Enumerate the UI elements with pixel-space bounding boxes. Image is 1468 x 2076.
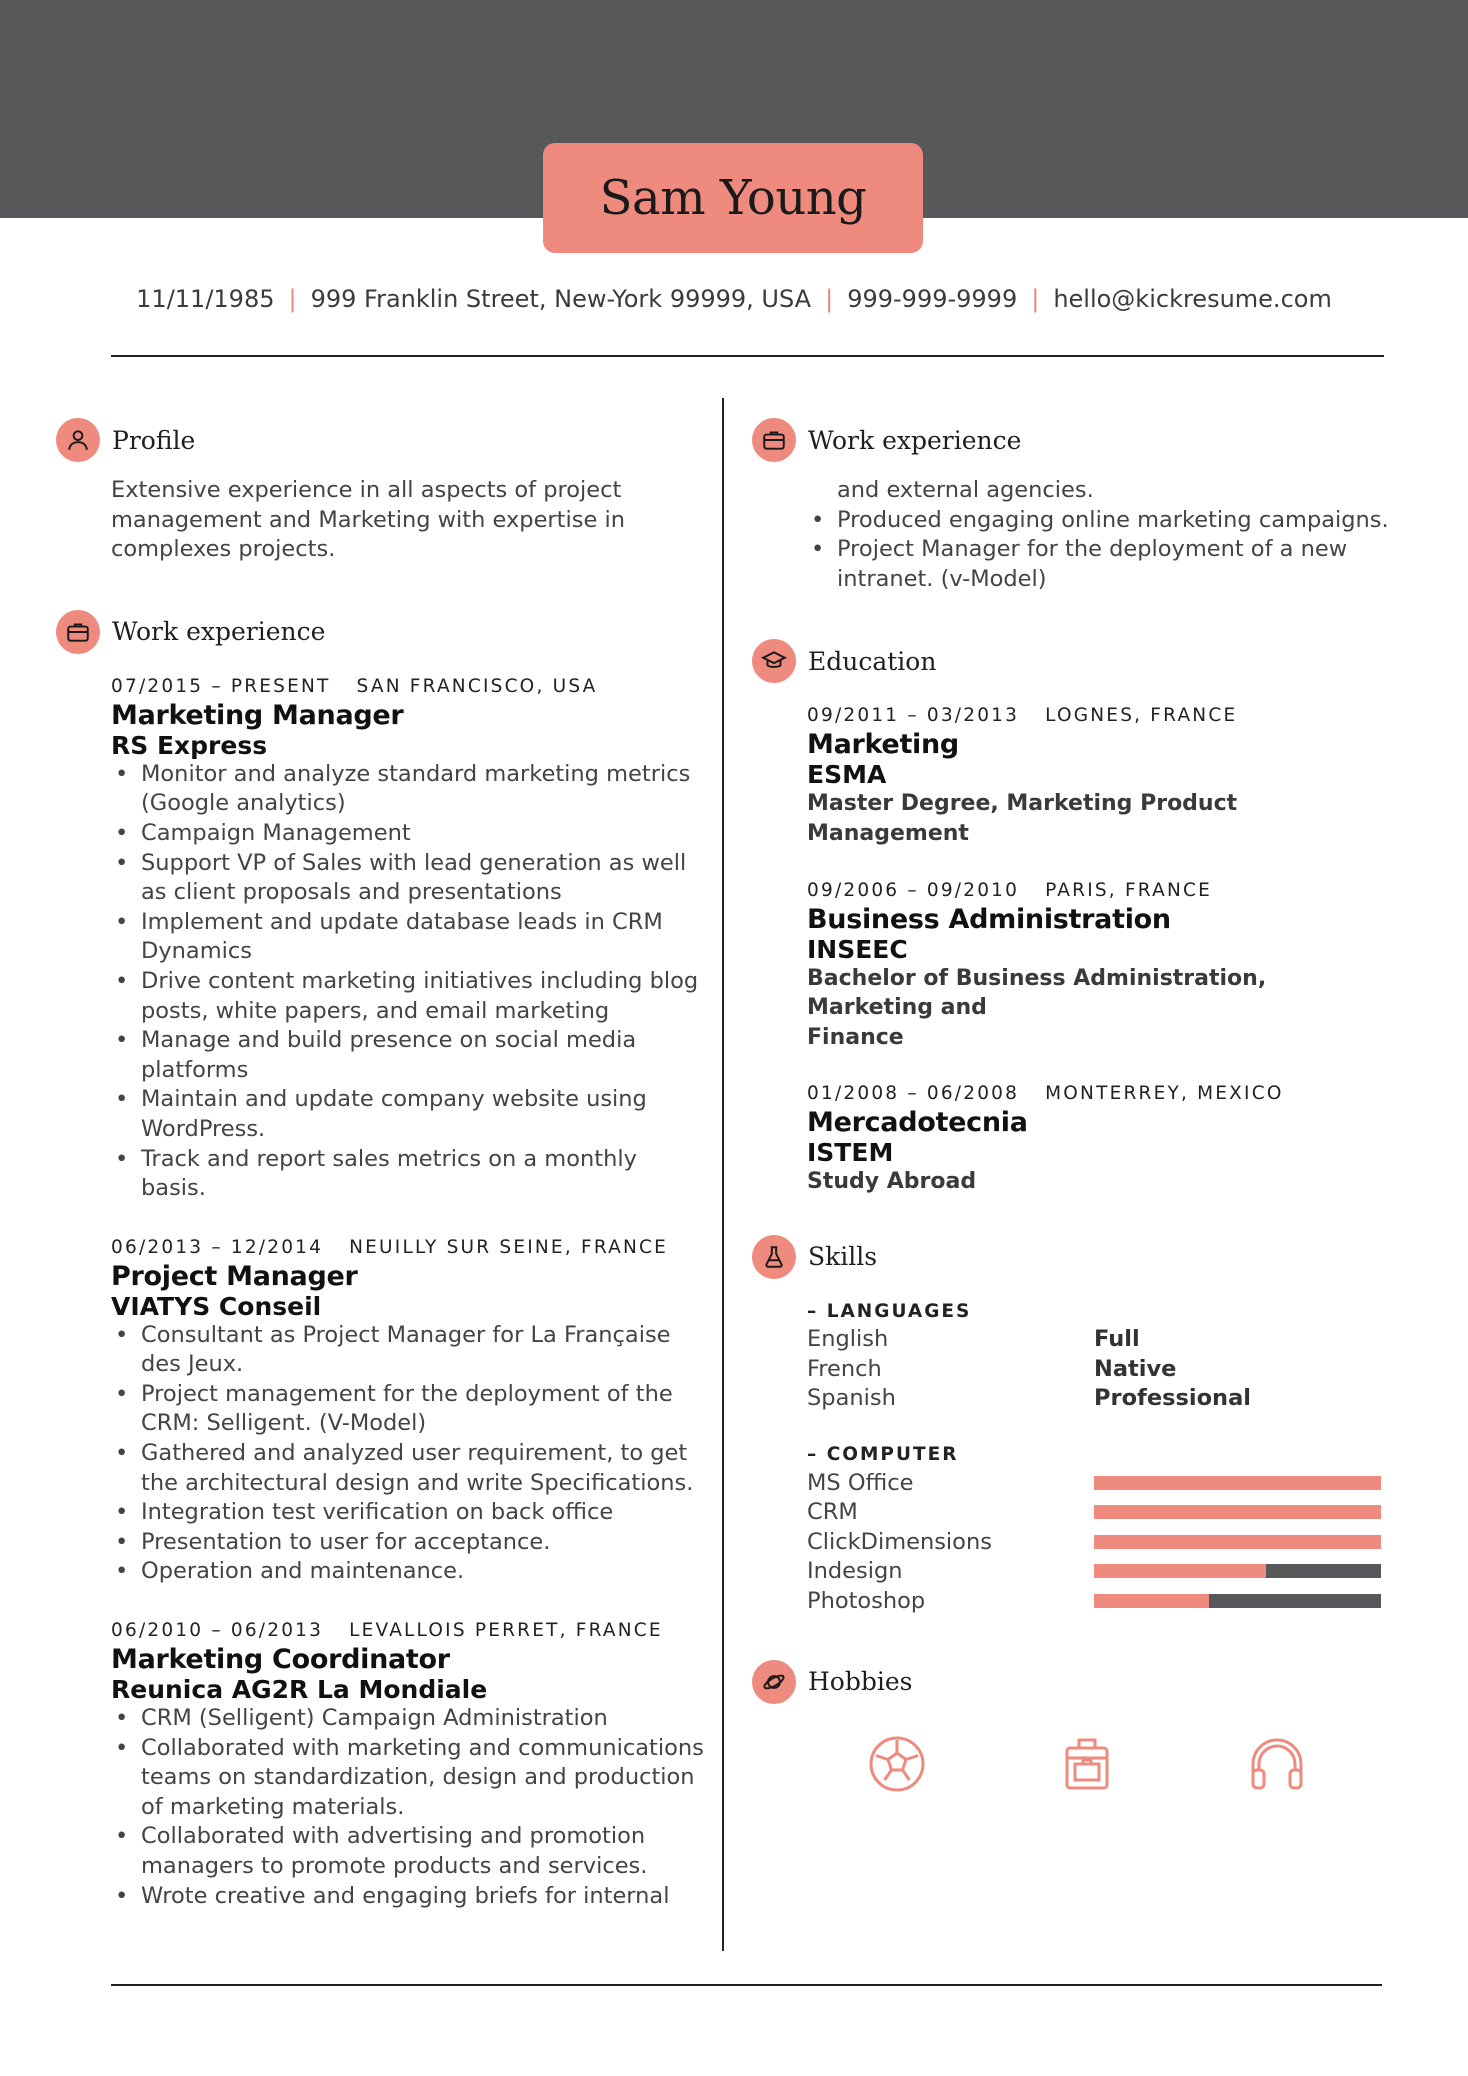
education-school: ESMA bbox=[807, 760, 887, 790]
education-field: Marketing bbox=[807, 729, 959, 761]
list-item: • Collaborated with marketing and communications bbox=[111, 1734, 706, 1764]
list-item: • Manage and build presence on social media bbox=[111, 1026, 706, 1056]
job-title: Marketing Coordinator bbox=[111, 1644, 450, 1676]
work-continued-header bbox=[752, 418, 1392, 462]
top-divider bbox=[111, 355, 1384, 357]
work-title: Work experience bbox=[112, 617, 326, 647]
education-dates: 01/2008 – 06/2008 bbox=[807, 1083, 1020, 1105]
briefcase-icon bbox=[752, 418, 796, 462]
education-meta bbox=[807, 703, 1392, 729]
list-item: as client proposals and presentations bbox=[141, 879, 562, 906]
education-meta bbox=[807, 1081, 1392, 1107]
contact-address: 999 Franklin Street, New-York 99999, USA bbox=[310, 285, 812, 313]
computer-skill-name: ClickDimensions bbox=[807, 1528, 992, 1555]
work-continued-title: Work experience bbox=[808, 425, 1022, 455]
list-item: • Campaign Management bbox=[111, 819, 706, 849]
computer-skill-row bbox=[807, 1497, 1392, 1527]
skill-level-fill bbox=[1094, 1535, 1381, 1549]
education-field: Mercadotecnia bbox=[807, 1107, 1028, 1139]
education-degree: Finance bbox=[807, 1024, 904, 1050]
job-bullets bbox=[111, 1704, 706, 1911]
language-name: English bbox=[807, 1325, 889, 1352]
name-plate bbox=[543, 143, 923, 253]
language-name: Spanish bbox=[807, 1385, 896, 1412]
skill-level-bar bbox=[1094, 1476, 1381, 1490]
candidate-name: Sam Young bbox=[599, 170, 867, 226]
headphones-icon bbox=[1247, 1734, 1307, 1794]
list-item: managers to promote products and services. bbox=[141, 1853, 648, 1879]
job-location: LEVALLOIS PERRET, FRANCE bbox=[349, 1620, 663, 1642]
computer-skill-row bbox=[807, 1586, 1392, 1616]
contact-dob: 11/11/1985 bbox=[136, 285, 275, 313]
list-item: • Support VP of Sales with lead generation as well bbox=[111, 849, 706, 879]
list-item: • Collaborated with advertising and promotion bbox=[111, 1822, 706, 1852]
list-item: • Presentation to user for acceptance. bbox=[111, 1528, 706, 1558]
language-level: Professional bbox=[1094, 1385, 1251, 1412]
computer-label: – COMPUTER bbox=[807, 1443, 959, 1465]
work-section-header bbox=[56, 610, 706, 654]
list-item: • Gathered and analyzed user requirement, to get bbox=[111, 1439, 706, 1469]
language-name: French bbox=[807, 1355, 882, 1382]
skills-body bbox=[807, 1299, 1392, 1616]
computer-skills-list bbox=[807, 1468, 1392, 1616]
contact-separator: | bbox=[288, 285, 297, 313]
list-item: • Project Manager for the deployment of a new bbox=[807, 535, 1392, 565]
planet-icon bbox=[752, 1660, 796, 1704]
list-item: • Produced engaging online marketing campaigns. bbox=[807, 506, 1392, 536]
list-item: basis. bbox=[141, 1175, 206, 1202]
list-item: • CRM (Selligent) Campaign Administration bbox=[111, 1704, 706, 1734]
education-field: Business Administration bbox=[807, 903, 1171, 935]
backpack-icon bbox=[1057, 1734, 1117, 1794]
job-entry bbox=[111, 1235, 706, 1587]
job-entry bbox=[111, 1618, 706, 1911]
bottom-divider bbox=[111, 1984, 1382, 1986]
list-item: of marketing materials. bbox=[141, 1793, 405, 1820]
list-item: WordPress. bbox=[141, 1115, 266, 1142]
graduation-cap-icon bbox=[752, 639, 796, 683]
list-item: • Drive content marketing initiatives including blog bbox=[111, 967, 706, 997]
education-list bbox=[807, 703, 1392, 1197]
job-title: Marketing Manager bbox=[111, 699, 404, 731]
skill-level-bar bbox=[1094, 1564, 1381, 1578]
list-item: Dynamics bbox=[141, 938, 252, 965]
skills-title: Skills bbox=[808, 1242, 878, 1272]
education-dates: 09/2006 – 09/2010 bbox=[807, 879, 1020, 901]
work-continued-list bbox=[807, 476, 1392, 594]
education-school: INSEEC bbox=[807, 934, 908, 964]
list-item: • Monitor and analyze standard marketing metrics bbox=[111, 760, 706, 790]
skill-level-fill bbox=[1094, 1594, 1209, 1608]
education-degree: Master Degree, Marketing Product Management bbox=[807, 791, 1238, 846]
job-meta bbox=[111, 1235, 706, 1261]
computer-skill-name: Indesign bbox=[807, 1558, 903, 1585]
education-entry bbox=[807, 878, 1392, 1053]
computer-skill-row bbox=[807, 1527, 1392, 1557]
profile-line: management and Marketing with expertise in bbox=[111, 506, 625, 533]
education-meta bbox=[807, 878, 1392, 904]
job-dates: 06/2010 – 06/2013 bbox=[111, 1620, 324, 1642]
job-bullets bbox=[111, 1321, 706, 1587]
language-level: Native bbox=[1094, 1355, 1177, 1382]
list-item: des Jeux. bbox=[141, 1351, 244, 1378]
job-dates: 07/2015 – PRESENT bbox=[111, 675, 331, 697]
list-item: teams on standardization, design and production bbox=[141, 1764, 695, 1791]
language-row bbox=[807, 1355, 1392, 1385]
contact-phone: 999-999-9999 bbox=[847, 285, 1018, 313]
education-school: ISTEM bbox=[807, 1138, 894, 1168]
language-row bbox=[807, 1384, 1392, 1414]
contact-line bbox=[0, 285, 1468, 313]
skills-section-header bbox=[752, 1235, 1392, 1279]
language-row bbox=[807, 1325, 1392, 1355]
computer-skill-name: Photoshop bbox=[807, 1587, 926, 1614]
education-dates: 09/2011 – 03/2013 bbox=[807, 705, 1020, 727]
job-title: Project Manager bbox=[111, 1260, 358, 1292]
list-item: • Maintain and update company website using bbox=[111, 1085, 706, 1115]
education-degree: Bachelor of Business Administration, Marketing and bbox=[807, 965, 1267, 1021]
education-entry bbox=[807, 703, 1392, 848]
profile-title: Profile bbox=[112, 425, 196, 455]
profile-line: complexes projects. bbox=[111, 536, 336, 563]
computer-skill-row bbox=[807, 1468, 1392, 1498]
computer-skill-name: MS Office bbox=[807, 1469, 914, 1496]
work-list bbox=[111, 674, 706, 1911]
list-item: the architectural design and write Specifications. bbox=[141, 1469, 694, 1496]
skill-level-fill bbox=[1094, 1564, 1266, 1578]
flask-icon bbox=[752, 1235, 796, 1279]
list-item: • Consultant as Project Manager for La Française bbox=[111, 1321, 706, 1351]
profile-text bbox=[111, 476, 706, 565]
hobbies-icons bbox=[867, 1734, 1392, 1794]
person-icon bbox=[56, 418, 100, 462]
education-section-header bbox=[752, 639, 1392, 683]
contact-separator: | bbox=[1031, 285, 1040, 313]
job-location: SAN FRANCISCO, USA bbox=[356, 675, 598, 697]
contact-separator: | bbox=[825, 285, 834, 313]
job-meta bbox=[111, 1618, 706, 1644]
education-entry bbox=[807, 1081, 1392, 1197]
list-item: and external agencies. bbox=[837, 477, 1094, 503]
education-location: LOGNES, FRANCE bbox=[1045, 705, 1238, 727]
education-degree: Study Abroad bbox=[807, 1169, 977, 1195]
profile-section-header bbox=[56, 418, 706, 462]
list-item: • Track and report sales metrics on a monthly bbox=[111, 1145, 706, 1175]
job-company: Reunica AG2R La Mondiale bbox=[111, 1675, 488, 1705]
job-bullets bbox=[111, 760, 706, 1204]
job-dates: 06/2013 – 12/2014 bbox=[111, 1236, 324, 1258]
job-entry bbox=[111, 674, 706, 1204]
profile-line: Extensive experience in all aspects of project bbox=[111, 477, 622, 503]
job-meta bbox=[111, 674, 706, 700]
job-company: RS Express bbox=[111, 730, 268, 760]
computer-skill-row bbox=[807, 1557, 1392, 1587]
list-item: • Integration test verification on back office bbox=[111, 1498, 706, 1528]
language-level: Full bbox=[1094, 1325, 1140, 1352]
soccer-ball-icon bbox=[867, 1734, 927, 1794]
skill-level-fill bbox=[1094, 1476, 1381, 1490]
job-company: VIATYS Conseil bbox=[111, 1291, 322, 1321]
education-location: PARIS, FRANCE bbox=[1045, 879, 1213, 901]
hobbies-section-header bbox=[752, 1660, 1392, 1704]
list-item: • Operation and maintenance. bbox=[111, 1557, 706, 1587]
briefcase-icon bbox=[56, 610, 100, 654]
left-column bbox=[56, 418, 706, 1911]
list-item: (Google analytics) bbox=[141, 790, 346, 817]
list-item: intranet. (v-Model) bbox=[837, 565, 1047, 592]
list-item: CRM: Selligent. (V-Model) bbox=[141, 1410, 427, 1437]
computer-skill-name: CRM bbox=[807, 1499, 858, 1526]
list-item: platforms bbox=[141, 1056, 249, 1083]
skill-level-bar bbox=[1094, 1535, 1381, 1549]
job-location: NEUILLY SUR SEINE, FRANCE bbox=[349, 1236, 669, 1258]
skill-level-fill bbox=[1094, 1505, 1381, 1519]
list-item: • Project management for the deployment of the bbox=[111, 1380, 706, 1410]
languages-label: – LANGUAGES bbox=[807, 1300, 972, 1322]
right-column bbox=[752, 418, 1392, 1794]
education-title: Education bbox=[808, 646, 937, 676]
languages-list bbox=[807, 1325, 1392, 1414]
skill-level-bar bbox=[1094, 1505, 1381, 1519]
column-divider bbox=[722, 398, 724, 1951]
list-item: posts, white papers, and email marketing bbox=[141, 997, 610, 1024]
list-item: • Wrote creative and engaging briefs for internal bbox=[111, 1882, 706, 1912]
education-location: MONTERREY, MEXICO bbox=[1045, 1083, 1284, 1105]
skill-level-bar bbox=[1094, 1594, 1381, 1608]
contact-email[interactable]: hello@kickresume.com bbox=[1053, 285, 1332, 313]
hobbies-title: Hobbies bbox=[808, 1667, 913, 1697]
list-item: • Implement and update database leads in CRM bbox=[111, 908, 706, 938]
